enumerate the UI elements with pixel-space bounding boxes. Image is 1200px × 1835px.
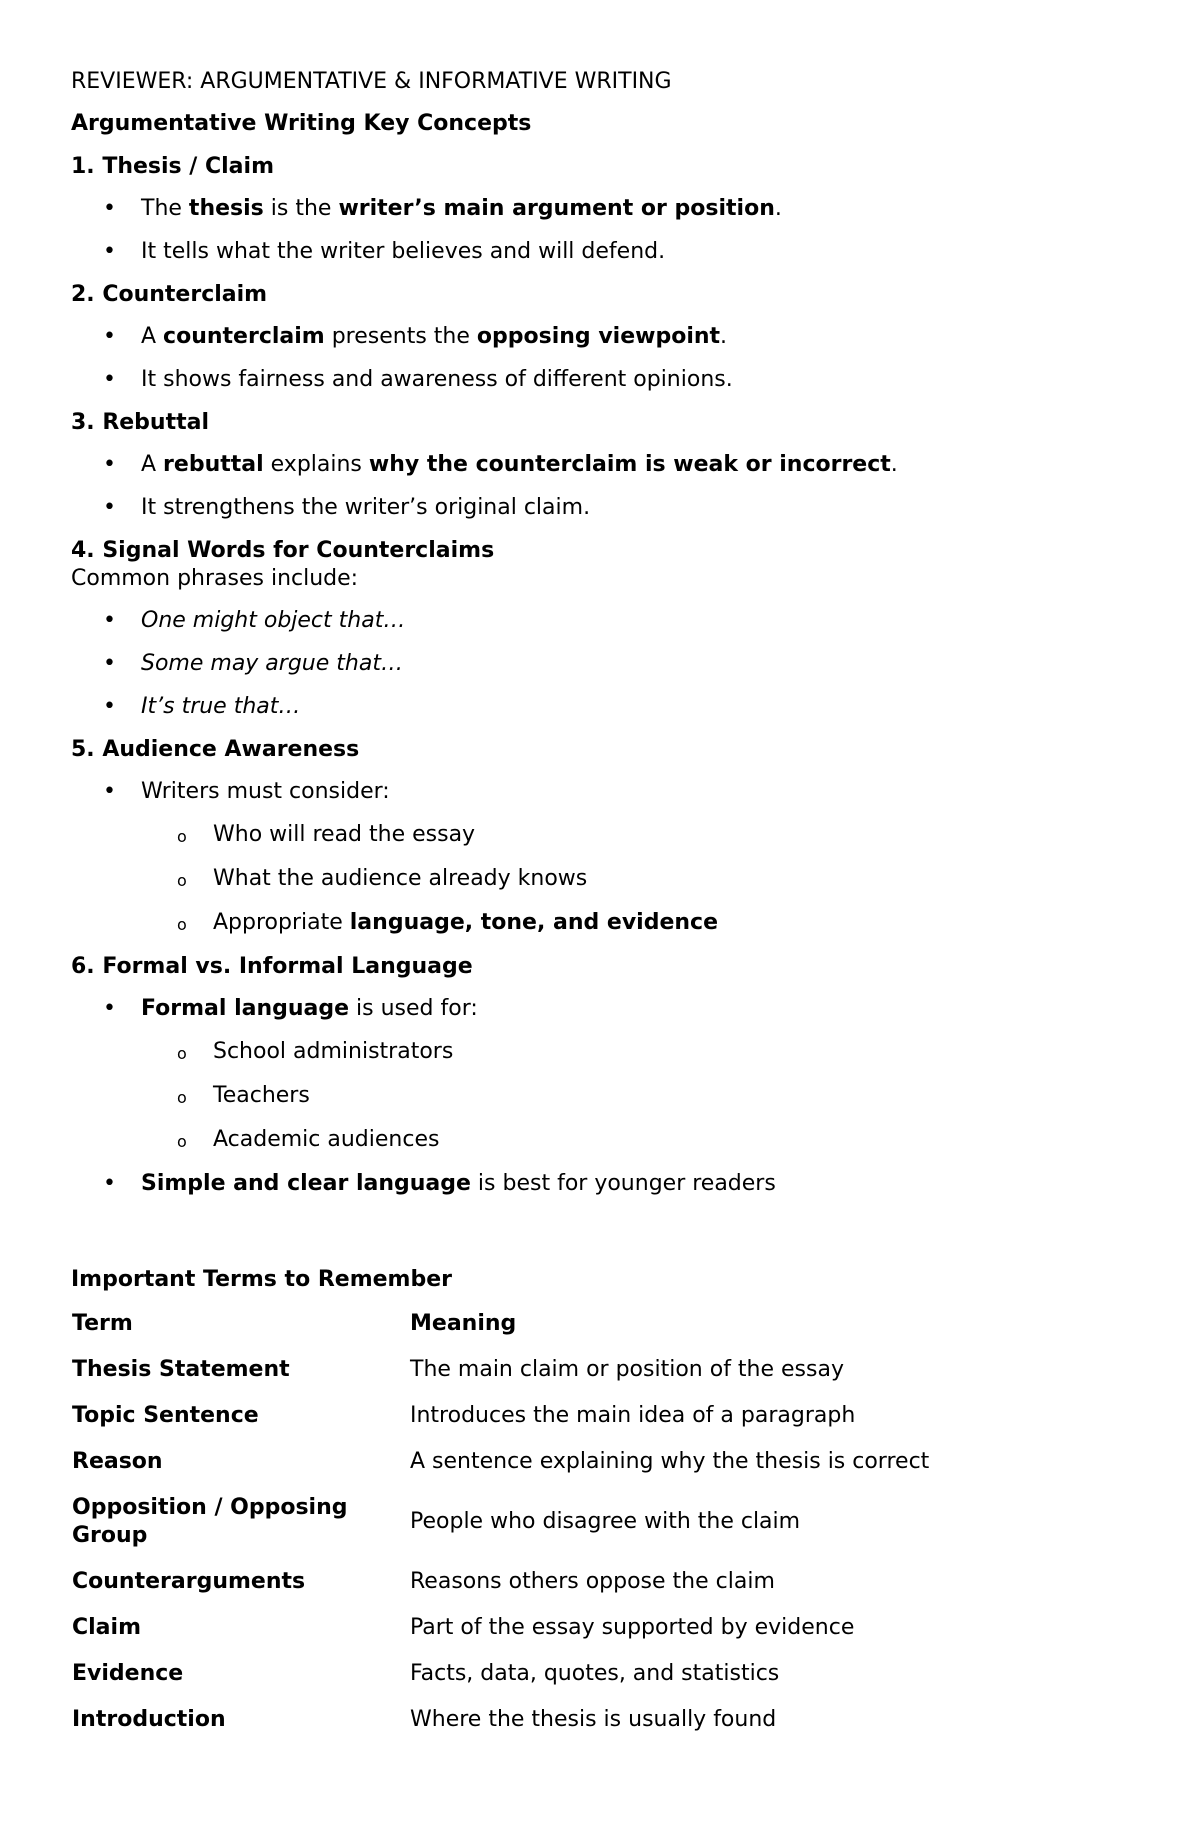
bold-term: rebuttal xyxy=(163,452,264,477)
table-row xyxy=(71,1356,1081,1402)
text-run: . xyxy=(720,324,728,349)
table-row xyxy=(71,1614,1081,1660)
section-rebuttal xyxy=(71,409,1131,522)
list-item: • Some may argue that… xyxy=(141,650,1131,678)
table-row xyxy=(71,1706,1081,1752)
meaning-cell: A sentence explaining why the thesis is correct xyxy=(410,1449,930,1474)
term-line: Group xyxy=(72,1523,148,1548)
text-run: The xyxy=(141,196,189,221)
term-cell xyxy=(71,1494,409,1568)
column-header-meaning: Meaning xyxy=(410,1311,517,1336)
section-heading: 3. Rebuttal xyxy=(71,410,210,435)
meaning-cell: The main claim or position of the essay xyxy=(410,1357,844,1382)
list-item: • It tells what the writer believes and will defend. xyxy=(141,238,1131,266)
bullet-list xyxy=(71,778,1131,937)
sub-list xyxy=(141,821,1131,937)
sub-list-item: o Academic audiences xyxy=(213,1126,1131,1154)
section-audience-awareness xyxy=(71,736,1131,937)
section-heading: 1. Thesis / Claim xyxy=(71,154,274,179)
term-cell: Evidence xyxy=(72,1661,184,1686)
text-run: Appropriate xyxy=(213,910,350,935)
sub-list-item: o School administrators xyxy=(213,1038,1131,1066)
bold-phrase: opposing viewpoint xyxy=(476,324,721,349)
list-item xyxy=(141,323,1131,351)
text-run: is used for: xyxy=(349,996,478,1021)
list-item: • One might object that… xyxy=(141,607,1131,635)
bold-phrase: Formal language xyxy=(141,996,350,1021)
meaning-cell: People who disagree with the claim xyxy=(410,1509,801,1534)
text-run: . xyxy=(774,196,782,221)
section-heading: 5. Audience Awareness xyxy=(71,737,360,762)
text-run: presents the xyxy=(324,324,477,349)
bold-phrase: language, tone, and evidence xyxy=(349,910,718,935)
sub-list-item xyxy=(213,909,1131,937)
text-run: explains xyxy=(263,452,369,477)
term-cell: Reason xyxy=(72,1449,163,1474)
text-run: A xyxy=(141,452,164,477)
sub-list xyxy=(141,1038,1131,1154)
table-row xyxy=(71,1448,1081,1494)
bold-term: thesis xyxy=(188,196,264,221)
section-heading: 4. Signal Words for Counterclaims xyxy=(71,538,495,563)
list-item: • It’s true that… xyxy=(141,693,1131,721)
document-body xyxy=(71,68,1131,1752)
bullet-list xyxy=(71,607,1131,721)
text-run: is best for younger readers xyxy=(470,1171,776,1196)
text-run: . xyxy=(890,452,898,477)
list-item xyxy=(141,995,1131,1154)
meaning-cell: Introduces the main idea of a paragraph xyxy=(410,1403,856,1428)
sub-list-item: o Who will read the essay xyxy=(213,821,1131,849)
list-item xyxy=(141,195,1131,223)
term-line: Opposition / Opposing xyxy=(72,1495,348,1520)
text-run: is the xyxy=(263,196,339,221)
list-item: • It shows fairness and awareness of different opinions. xyxy=(141,366,1131,394)
table-row xyxy=(71,1568,1081,1614)
text-run: A xyxy=(141,324,164,349)
section-counterclaim xyxy=(71,281,1131,394)
document-title: REVIEWER: ARGUMENTATIVE & INFORMATIVE WRITING xyxy=(71,69,672,94)
section-heading: 6. Formal vs. Informal Language xyxy=(71,954,473,979)
bullet-list xyxy=(71,451,1131,522)
column-header-term: Term xyxy=(72,1311,133,1336)
section-thesis-claim xyxy=(71,153,1131,266)
term-cell: Topic Sentence xyxy=(72,1403,259,1428)
section-subtitle: Argumentative Writing Key Concepts xyxy=(71,111,532,136)
meaning-cell: Where the thesis is usually found xyxy=(410,1707,777,1732)
bold-term: counterclaim xyxy=(163,324,325,349)
section-intro: Common phrases include: xyxy=(71,566,359,591)
section-formal-informal xyxy=(71,953,1131,1198)
bullet-list xyxy=(71,195,1131,266)
text-run: Writers must consider: xyxy=(141,779,390,804)
terms-title: Important Terms to Remember xyxy=(71,1267,452,1292)
list-item xyxy=(141,1170,1131,1198)
terms-table xyxy=(71,1310,1081,1752)
term-cell: Claim xyxy=(72,1615,141,1640)
sub-list-item: o Teachers xyxy=(213,1082,1131,1110)
meaning-cell: Part of the essay supported by evidence xyxy=(410,1615,855,1640)
term-cell: Introduction xyxy=(72,1707,226,1732)
sub-list-item: o What the audience already knows xyxy=(213,865,1131,893)
bold-phrase: writer’s main argument or position xyxy=(338,196,775,221)
table-header-row xyxy=(71,1310,1081,1356)
table-row xyxy=(71,1402,1081,1448)
table-row xyxy=(71,1494,1081,1568)
list-item xyxy=(141,778,1131,937)
bullet-list xyxy=(71,995,1131,1198)
term-cell: Thesis Statement xyxy=(72,1357,290,1382)
list-item: • It strengthens the writer’s original claim. xyxy=(141,494,1131,522)
bullet-list xyxy=(71,323,1131,394)
bold-phrase: Simple and clear language xyxy=(141,1171,471,1196)
list-item xyxy=(141,451,1131,479)
table-row xyxy=(71,1660,1081,1706)
section-heading: 2. Counterclaim xyxy=(71,282,268,307)
section-signal-words xyxy=(71,537,1131,721)
term-cell: Counterarguments xyxy=(72,1569,306,1594)
spacer xyxy=(71,1213,1131,1266)
bold-phrase: why the counterclaim is weak or incorrect xyxy=(368,452,891,477)
meaning-cell: Facts, data, quotes, and statistics xyxy=(410,1661,780,1686)
meaning-cell: Reasons others oppose the claim xyxy=(410,1569,775,1594)
